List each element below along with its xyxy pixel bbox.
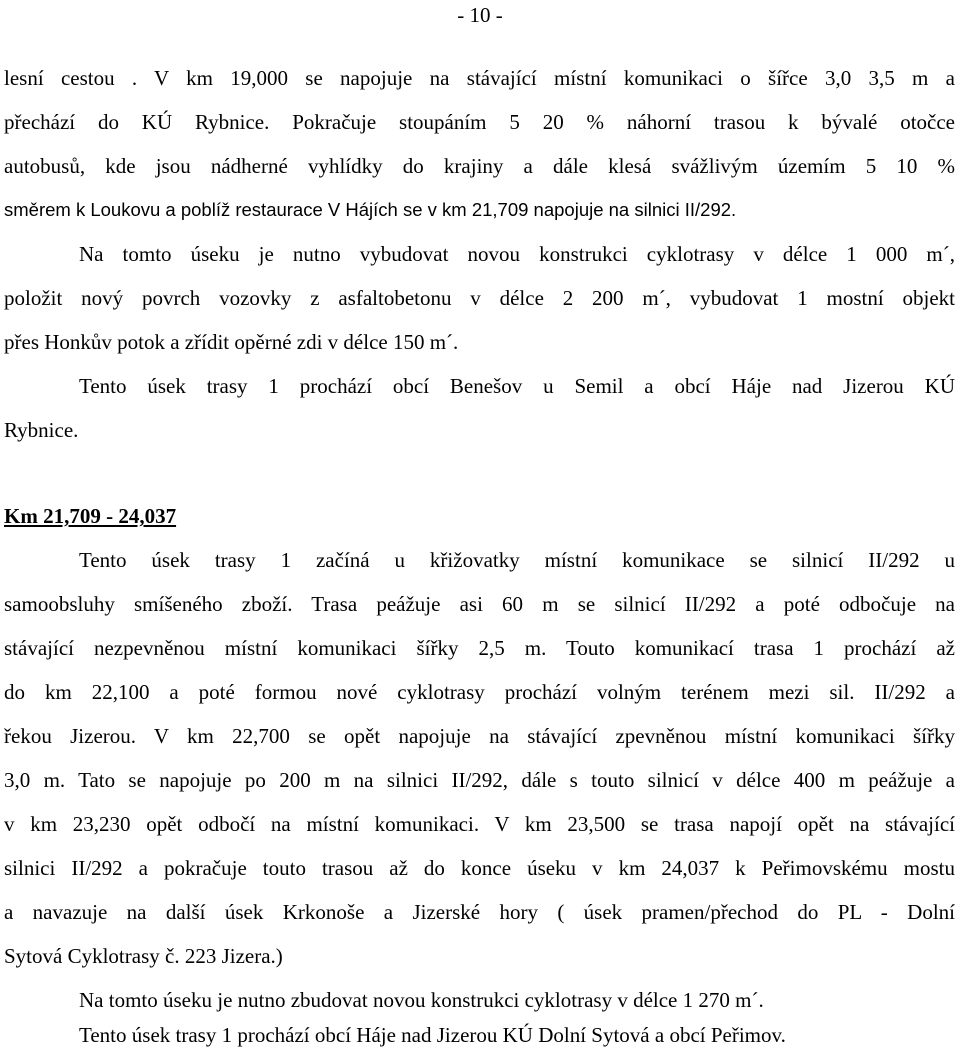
text-line: Na tomto úseku je nutno vybudovat novou konstrukci cyklotrasy v délce 1 000 m´,: [79, 242, 955, 266]
text-line: stávající nezpevněnou místní komunikaci šířky 2,5 m. Touto komunikací trasa 1 prochází až: [4, 636, 955, 660]
section-heading: Km 21,709 - 24,037: [4, 504, 177, 528]
page-number: - 10 -: [457, 3, 503, 27]
text-line: řekou Jizerou. V km 22,700 se opět napojuje na stávající zpevněnou místní komunikaci šířky: [4, 724, 955, 748]
text-line: v km 23,230 opět odbočí na místní komunikaci. V km 23,500 se trasa napojí opět na stávající: [4, 812, 955, 836]
text-line: Tento úsek trasy 1 prochází obcí Benešov u Semil a obcí Háje nad Jizerou KÚ: [79, 374, 955, 398]
text-line: položit nový povrch vozovky z asfaltobetonu v délce 2 200 m´, vybudovat 1 mostní objekt: [4, 286, 955, 310]
text-line: autobusů, kde jsou nádherné vyhlídky do krajiny a dále klesá svážlivým územím 5 10 %: [4, 154, 955, 178]
text-line: silnici II/292 a pokračuje touto trasou až do konce úseku v km 24,037 k Peřimovskému mostu: [4, 856, 955, 880]
text-line: přes Honkův potok a zřídit opěrné zdi v délce 150 m´.: [4, 330, 459, 354]
text-line: Tento úsek trasy 1 začíná u křižovatky místní komunikace se silnicí II/292 u: [79, 548, 955, 572]
text-line: samoobsluhy smíšeného zboží. Trasa peážuje asi 60 m se silnicí II/292 a poté odbočuje na: [4, 592, 955, 616]
text-line: přechází do KÚ Rybnice. Pokračuje stoupáním 5 20 % náhorní trasou k bývalé otočce: [4, 110, 955, 134]
text-line: lesní cestou . V km 19,000 se napojuje na stávající místní komunikaci o šířce 3,0 3,5 m a: [4, 66, 955, 90]
text-line: Sytová Cyklotrasy č. 223 Jizera.): [4, 944, 283, 968]
text-line: a navazuje na další úsek Krkonoše a Jizerské hory ( úsek pramen/přechod do PL - Dolní: [4, 900, 955, 924]
text-line: Tento úsek trasy 1 prochází obcí Háje nad Jizerou KÚ Dolní Sytová a obcí Peřimov.: [79, 1023, 786, 1047]
text-line: do km 22,100 a poté formou nové cyklotrasy prochází volným terénem mezi sil. II/292 a: [4, 680, 955, 704]
text-line: směrem k Loukovu a poblíž restaurace V Hájích se v km 21,709 napojuje na silnici II/292.: [4, 199, 737, 220]
text-line: Na tomto úseku je nutno zbudovat novou konstrukci cyklotrasy v délce 1 270 m´.: [79, 988, 764, 1012]
text-line: Rybnice.: [4, 418, 79, 442]
text-line: 3,0 m. Tato se napojuje po 200 m na silnici II/292, dále s touto silnicí v délce 400 m peážuje a: [4, 768, 955, 792]
